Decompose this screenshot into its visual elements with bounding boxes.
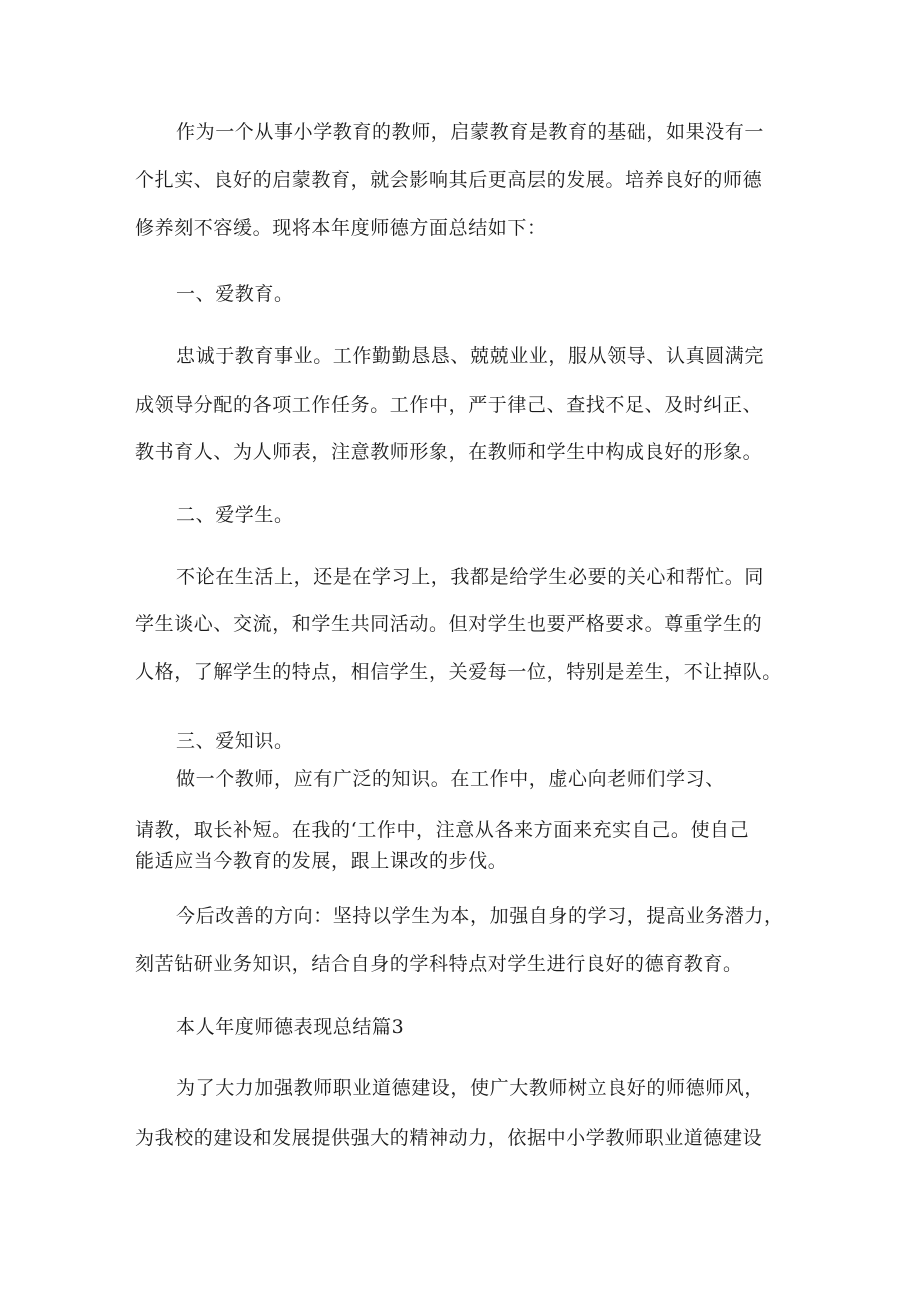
improvement-line-1: 今后改善的方向：坚持以学生为本，加强自身的学习，提高业务潜力，	[176, 905, 784, 927]
section-2-line-3: 人格，了解学生的特点，相信学生，关爱每一位，特别是差生，不让掉队。	[135, 661, 782, 683]
intro-line-3: 修养刻不容缓。现将本年度师德方面总结如下：	[135, 217, 547, 239]
section-2-heading: 二、爱学生。	[176, 504, 294, 526]
intro-line-1: 作为一个从事小学教育的教师，启蒙教育是教育的基础，如果没有一	[176, 121, 765, 143]
improvement-line-2: 刻苦钻研业务知识，结合自身的学科特点对学生进行良好的德育教育。	[135, 953, 743, 975]
section-3-line-1: 做一个教师，应有广泛的知识。在工作中，虚心向老师们学习、	[176, 768, 725, 790]
section-3-heading: 三、爱知识。	[176, 730, 294, 752]
section-title: 本人年度师德表现总结篇3	[176, 1016, 405, 1038]
section-1-line-2: 成领导分配的各项工作任务。工作中，严于律己、查找不足、及时纠正、	[135, 394, 763, 416]
section-2-line-1: 不论在生活上，还是在学习上，我都是给学生必要的关心和帮忙。同	[176, 566, 765, 588]
section-1-line-1: 忠诚于教育事业。工作勤勤恳恳、兢兢业业，服从领导、认真圆满完	[176, 345, 765, 367]
closing-line-1: 为了大力加强教师职业道德建设，使广大教师树立良好的师德师风，	[176, 1077, 765, 1099]
section-1-line-3: 教书育人、为人师表，注意教师形象，在教师和学生中构成良好的形象。	[135, 441, 763, 463]
closing-line-2: 为我校的建设和发展提供强大的精神动力，依据中小学教师职业道德建设	[135, 1127, 763, 1149]
intro-line-2: 个扎实、良好的启蒙教育，就会影响其后更高层的发展。培养良好的师德	[135, 169, 763, 191]
section-2-line-2: 学生谈心、交流，和学生共同活动。但对学生也要严格要求。尊重学生的	[135, 613, 763, 635]
section-3-line-3: 能适应当今教育的发展，跟上课改的步伐。	[135, 850, 508, 872]
section-1-heading: 一、爱教育。	[176, 283, 294, 305]
section-3-line-2: 请教，取长补短。在我的‘工作中，注意从各来方面来充实自己。使自己	[135, 819, 750, 841]
